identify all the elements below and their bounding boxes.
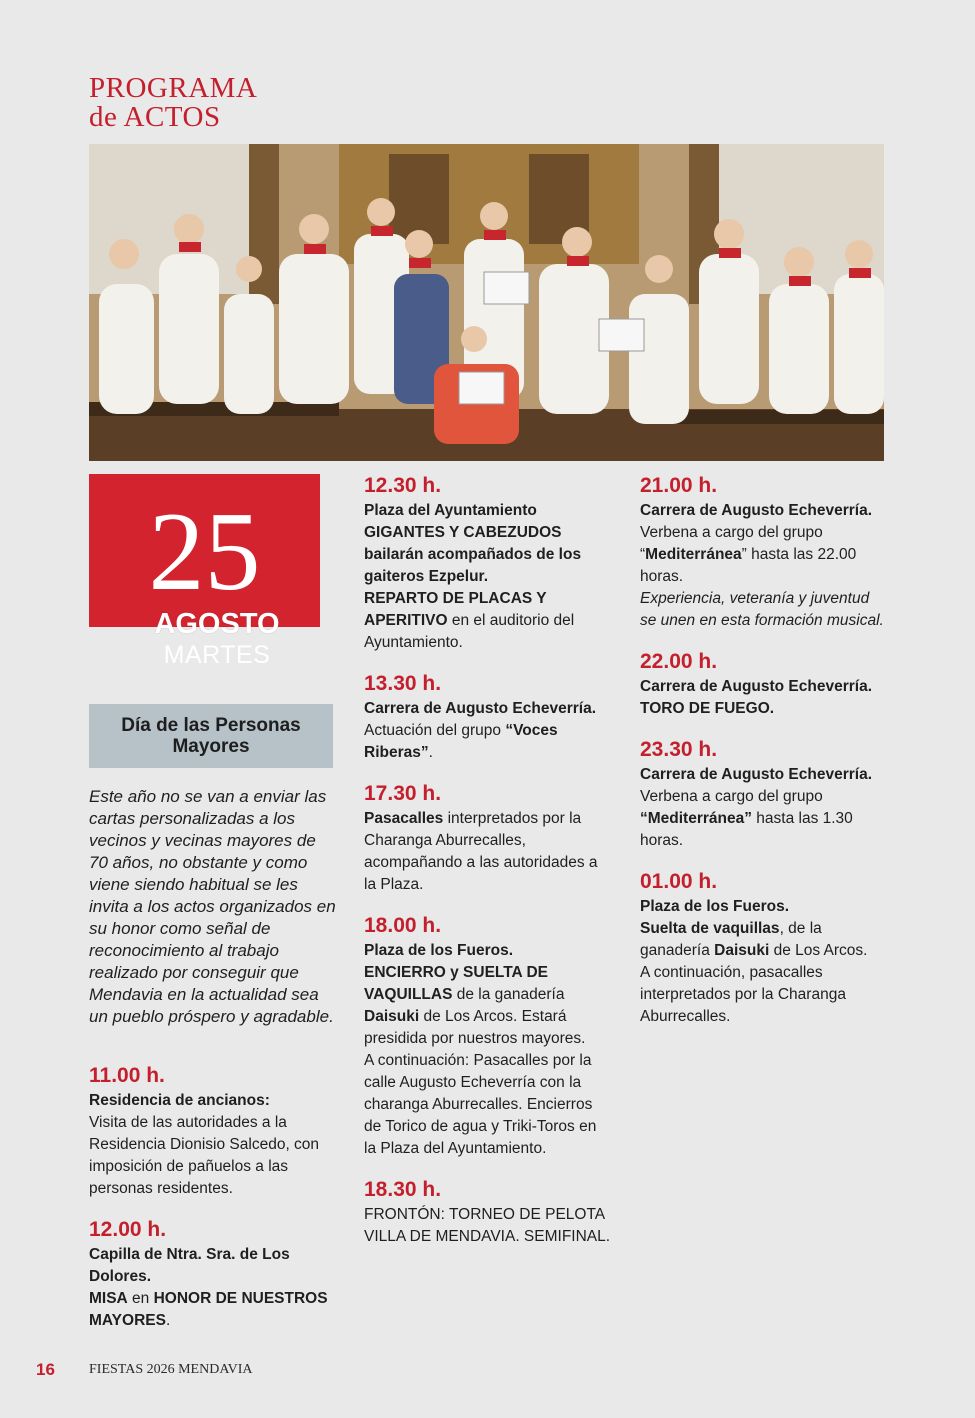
event-time: 01.00 h. [640,870,718,893]
event-text: Verbena a cargo del grupo [640,788,823,805]
event-1830 [364,1177,612,1248]
event-1100 [89,1063,339,1200]
event-text: Actuación del grupo [364,722,506,739]
event-1200 [89,1217,339,1332]
event-2100 [640,473,885,632]
event-1230 [364,473,612,654]
feature-intro: Este año no se van a enviar las cartas personalizadas a los vecinos y vecinas mayores de 70 años, no obstante y como viene siendo habitual se les invita a los actos organizados en su honor como señal de reconocimiento al trabajo realizado por conseguir que Mendavia en la actualidad sea un pueblo próspero y agradable. [89,787,336,1026]
event-description: Visita de las autoridades a la Residencia Dionisio Salcedo, con imposición de pañuelos a las personas residentes. [89,1114,320,1197]
event-text: hasta las 1.30 horas. [640,810,853,849]
event-description-2: A continuación: Pasacalles por la calle Augusto Echeverría con la charanga Aburrecalles. Encierros de Torico de agua y Triki-Toros en la Plaza del Ayuntamiento. [364,1052,597,1157]
event-2330 [640,737,885,852]
event-time: 23.30 h. [640,738,718,761]
date-month: AGOSTO [154,608,280,640]
event-place: Plaza del Ayuntamiento [364,502,537,519]
event-time: 18.30 h. [364,1178,442,1201]
event-time: 11.00 h. [89,1064,165,1087]
event-place: Residencia de ancianos: [89,1092,270,1109]
event-note: Experiencia, veteranía y juventud se unen en esta formación musical. [640,590,884,629]
event-description [640,522,885,588]
event-bold: Suelta de vaquillas [640,920,780,937]
event-group: “Voces Riberas” [364,722,558,761]
event-place: Carrera de Augusto Echeverría. [364,700,597,717]
event-time: 22.00 h. [640,650,718,673]
group-photo-illustration [89,144,884,461]
footer-text: FIESTAS 2026 MENDAVIA [89,1362,253,1377]
event-text: de la ganadería [452,986,565,1003]
event-time: 18.00 h. [364,914,442,937]
event-text: . [428,744,433,761]
event-honor: HONOR DE NUESTROS MAYORES [89,1290,328,1329]
event-place: Carrera de Augusto Echeverría. [640,766,873,783]
event-misa: MISA [89,1290,128,1307]
event-ganaderia: Daisuki [714,942,770,959]
event-bold: ENCIERRO y SUELTA DE VAQUILLAS [364,964,549,1003]
event-ganaderia: Daisuki [364,1008,420,1025]
event-time: 13.30 h. [364,672,442,695]
schedule-column-1 [89,1063,339,1349]
event-2200 [640,649,885,720]
event-description [364,808,612,896]
program-title-line1: PROGRAMA [89,72,258,104]
event-bold: TORO DE FUEGO. [640,700,775,717]
event-description [364,720,612,764]
event-text: . [165,1312,171,1329]
event-0100 [640,869,885,1028]
program-title-line2: de ACTOS [89,101,221,133]
event-place: Plaza de los Fueros. [364,942,514,959]
program-title [89,74,257,132]
event-bold: Pasacalles [364,810,444,827]
page-number: 16 [36,1360,55,1379]
event-time: 12.00 h. [89,1218,167,1241]
event-description: FRONTÓN: TORNEO DE PELOTA VILLA DE MENDAVIA. SEMIFINAL. [364,1206,611,1245]
event-time: 12.30 h. [364,474,442,497]
event-group: Mediterránea [645,546,742,563]
event-bold: REPARTO DE PLACAS Y APERITIVO [364,590,547,629]
event-place: Carrera de Augusto Echeverría. [640,678,873,695]
event-place: Carrera de Augusto Echeverría. [640,502,873,519]
event-text: en el auditorio del Ayuntamiento. [364,612,575,651]
schedule-column-2 [364,473,612,1265]
event-description [640,786,885,852]
event-bold: GIGANTES Y CABEZUDOS bailarán acompañados de los gaiteros Ezpelur. [364,524,582,585]
event-place: Capilla de Ntra. Sra. de Los Dolores. [89,1246,290,1285]
event-description [640,918,885,962]
event-1800 [364,913,612,1160]
event-text: interpretados por la Charanga Aburrecalles, acompañando a las autoridades a la Plaza. [364,810,598,893]
event-time: 17.30 h. [364,782,442,805]
event-1730 [364,781,612,896]
event-group: “Mediterránea” [640,810,752,827]
event-place: Plaza de los Fueros. [640,898,790,915]
event-text: de Los Arcos. Estará presidida por nuestros mayores. [364,1008,586,1047]
group-photo [89,144,884,461]
event-text: en [127,1290,154,1307]
date-weekday: MARTES [163,641,271,669]
event-time: 21.00 h. [640,474,718,497]
event-text: , de la ganadería [640,920,822,959]
event-description [89,1288,339,1332]
feature-title: Día de las Personas Mayores [89,704,333,768]
event-text: Verbena a cargo del grupo “ [640,524,823,563]
event-description [364,588,612,654]
event-description [364,962,612,1050]
event-text: de Los Arcos. [769,942,868,959]
event-text: ” hasta las 22.00 horas. [640,546,857,585]
schedule-column-3 [640,473,885,1045]
date-day-number: 25 [148,490,261,614]
event-description-2: A continuación, pasacalles interpretados por la Charanga Aburrecalles. [640,964,846,1025]
event-1330 [364,671,612,764]
